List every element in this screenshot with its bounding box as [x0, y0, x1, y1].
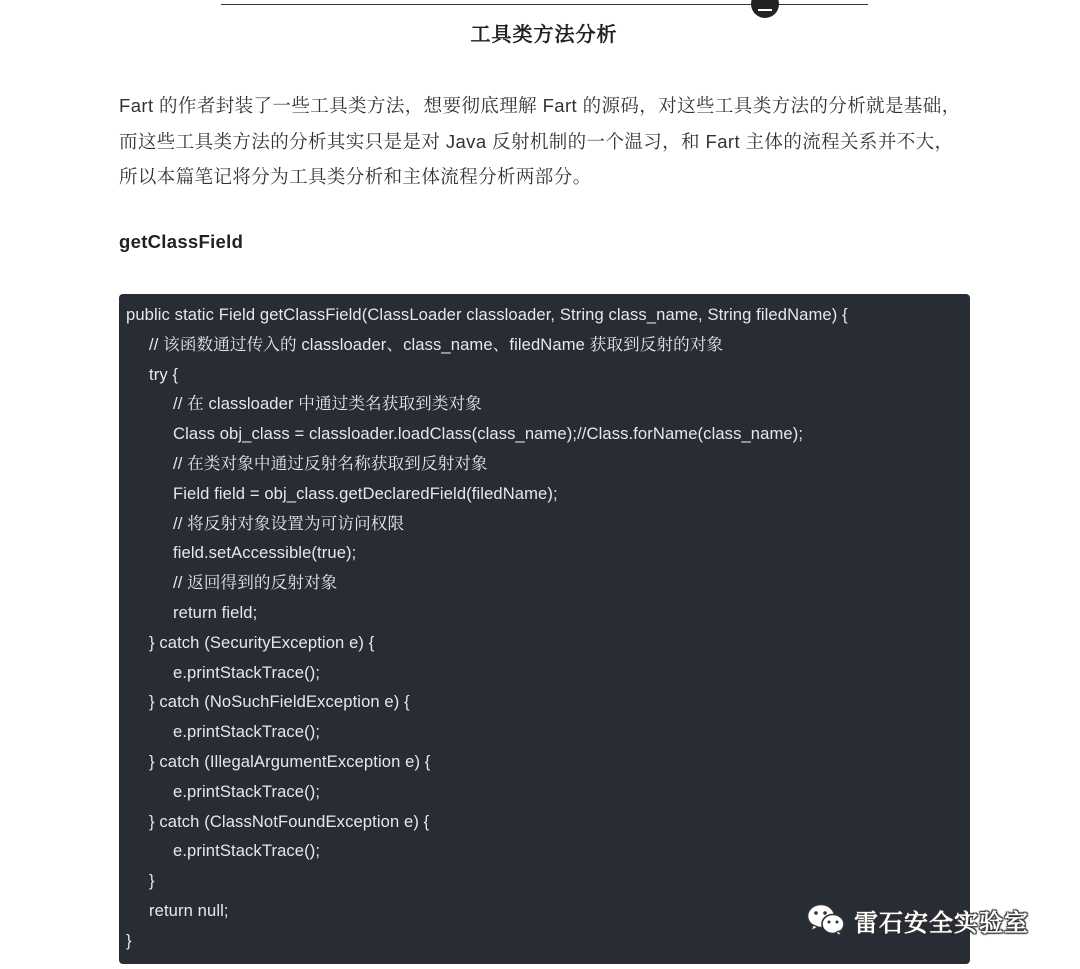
watermark-text: 雷石安全实验室 — [854, 909, 1029, 937]
code-line: // 在 classloader 中通过类名获取到类对象 — [173, 394, 482, 414]
wechat-icon — [806, 902, 846, 938]
code-line: } catch (ClassNotFoundException e) { — [149, 811, 430, 831]
code-block — [119, 294, 970, 964]
section-heading: 工具类方法分析 — [470, 24, 618, 46]
code-line: Class obj_class = classloader.loadClass(class_name);//Class.forName(class_name); — [173, 424, 804, 444]
intro-paragraph: Fart 的作者封装了一些工具类方法，想要彻底理解 Fart 的源码，对这些工具类方法的分析就是基础，而这些工具类方法的分析其实只是是对 Java 反射机制的一个温习，和 Fart 主体的流程关系并不大，所以本篇笔记将分为工具类分析和主体流程分析两部分。 — [119, 95, 961, 187]
code-line: e.printStackTrace(); — [173, 662, 321, 682]
code-line: } catch (SecurityException e) { — [149, 632, 375, 652]
code-line: return null; — [149, 900, 229, 920]
code-line: e.printStackTrace(); — [173, 781, 321, 801]
code-line: Field field = obj_class.getDeclaredField(filedName); — [173, 483, 558, 503]
code-line: // 将反射对象设置为可访问权限 — [173, 513, 405, 533]
code-line: // 该函数通过传入的 classloader、class_name、filedName 获取到反射的对象 — [149, 334, 724, 354]
divider-dot-icon — [751, 0, 779, 18]
code-line: // 在类对象中通过反射名称获取到反射对象 — [173, 453, 488, 473]
code-line: } — [126, 930, 132, 950]
code-line: e.printStackTrace(); — [173, 722, 321, 742]
code-line: return field; — [173, 602, 258, 622]
code-line: } — [149, 871, 155, 891]
code-line: } catch (NoSuchFieldException e) { — [149, 692, 410, 712]
section-divider — [221, 4, 868, 5]
code-line: e.printStackTrace(); — [173, 841, 321, 861]
code-line: } catch (IllegalArgumentException e) { — [149, 751, 431, 771]
watermark — [806, 898, 1029, 942]
code-line: public static Field getClassField(ClassLoader classloader, String class_name, String filedName) { — [126, 305, 848, 324]
code-line: // 返回得到的反射对象 — [173, 573, 338, 593]
function-heading: getClassField — [119, 231, 244, 252]
code-line: field.setAccessible(true); — [173, 543, 357, 563]
code-line: try { — [149, 364, 179, 384]
